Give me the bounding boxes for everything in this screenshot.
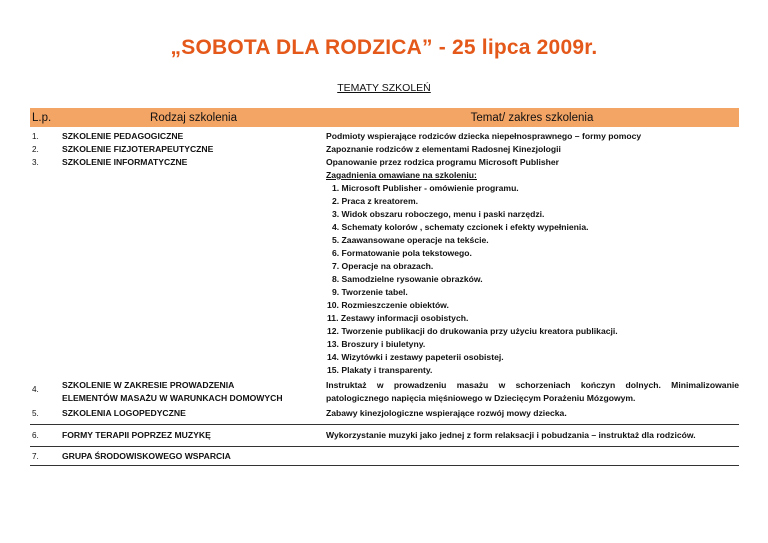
list-item: 11. Zestawy informacji osobistych. (327, 313, 469, 323)
row-lp: 3. (32, 158, 39, 167)
list-item: 13. Broszury i biuletyny. (327, 339, 426, 349)
topic-subheading: Zagadnienia omawiane na szkoleniu: (326, 170, 477, 180)
list-item: 8. Samodzielne rysowanie obrazków. (332, 274, 483, 284)
row-rodzaj: FORMY TERAPII POPRZEZ MUZYKĘ (62, 430, 211, 440)
row-rodzaj: SZKOLENIE PEDAGOGICZNE (62, 131, 184, 141)
row-rodzaj-block (62, 379, 325, 405)
row-lp: 5. (32, 409, 39, 418)
list-item: 12. Tworzenie publikacji do drukowania przy użyciu kreatora publikacji. (327, 326, 618, 336)
row-temat: Zapoznanie rodziców z elementami Radosnej Kinezjologii (326, 144, 561, 154)
row-lp: 6. (32, 431, 39, 440)
table-row (30, 379, 739, 405)
document-title: „SOBOTA DLA RODZICA” - 25 lipca 2009r. (170, 36, 598, 59)
row-rodzaj: SZKOLENIE INFORMATYCZNE (62, 157, 188, 167)
row-lp: 7. (32, 452, 39, 461)
row-temat: Wykorzystanie muzyki jako jednej z form relaksacji i pobudzania – instruktaż dla rodziców. (326, 430, 696, 440)
list-item: 10. Rozmieszczenie obiektów. (327, 300, 449, 310)
rodzaj-line: ELEMENTÓW MASAŻU W WARUNKACH DOMOWYCH (62, 393, 283, 403)
list-item: 7. Operacje na obrazach. (332, 261, 434, 271)
training-table (30, 108, 739, 466)
table-row (30, 425, 739, 447)
rodzaj-line: SZKOLENIE W ZAKRESIE PROWADZENIA (62, 380, 235, 390)
table-header-row (30, 108, 739, 127)
table-row (30, 143, 739, 156)
header-lp: L.p. (32, 111, 52, 124)
row-temat: Instruktaż w prowadzeniu masażu w schorzeniach kończyn dolnych. Minimalizowanie patologicznego napięcia mięśniowego w Dziecięcym Porażeniu Mózgowym. (326, 380, 739, 403)
document-subtitle: TEMATY SZKOLEŃ (337, 82, 431, 94)
list-item: 4. Schematy kolorów , schematy czcionek i efekty wypełnienia. (332, 222, 589, 232)
list-item: 15. Plakaty i transparenty. (327, 365, 433, 375)
row-lp: 1. (32, 132, 39, 141)
table-row (30, 407, 739, 425)
list-item: 2. Praca z kreatorem. (332, 196, 418, 206)
list-item: 14. Wizytówki i zestawy papeterii osobistej. (327, 352, 504, 362)
table-row (30, 447, 739, 466)
header-rodzaj: Rodzaj szkolenia (150, 111, 237, 124)
header-temat: Temat/ zakres szkolenia (470, 111, 594, 124)
list-item: 1. Microsoft Publisher - omówienie programu. (332, 183, 519, 193)
row-temat: Podmioty wspierające rodziców dziecka niepełnosprawnego – formy pomocy (326, 131, 642, 141)
table-row (30, 130, 739, 143)
list-item: 3. Widok obszaru roboczego, menu i paski narzędzi. (332, 209, 545, 219)
row-rodzaj: SZKOLENIA LOGOPEDYCZNE (62, 408, 186, 418)
row-rodzaj: GRUPA ŚRODOWISKOWEGO WSPARCIA (62, 451, 231, 461)
list-item: 6. Formatowanie pola tekstowego. (332, 248, 472, 258)
list-item: 9. Tworzenie tabel. (332, 287, 408, 297)
row-lp: 4. (32, 385, 39, 394)
topic-title: Opanowanie przez rodzica programu Microsoft Publisher (326, 157, 560, 167)
row-temat-block (325, 156, 739, 377)
table-row (30, 156, 739, 377)
row-lp: 2. (32, 145, 39, 154)
row-temat: Zabawy kinezjologiczne wspierające rozwój mowy dziecka. (326, 408, 567, 418)
list-item: 5. Zaawansowane operacje na tekście. (332, 235, 489, 245)
row-rodzaj: SZKOLENIE FIZJOTERAPEUTYCZNE (62, 144, 214, 154)
